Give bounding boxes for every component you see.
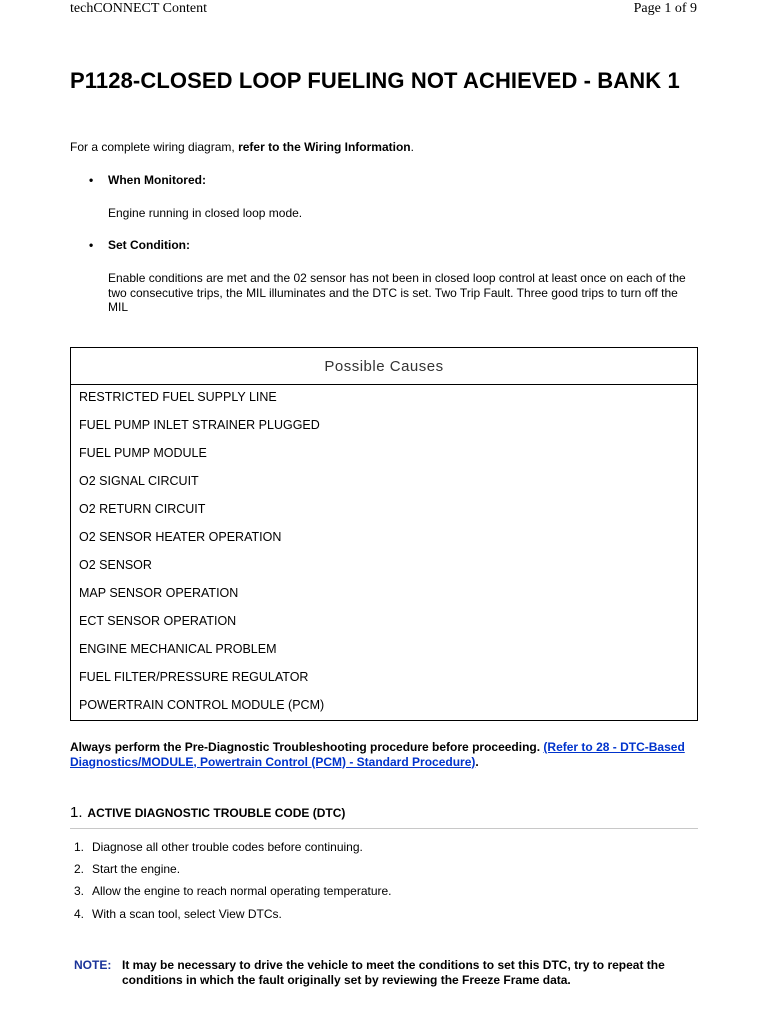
cause-row: MAP SENSOR OPERATION [79,586,239,600]
intro-suffix: . [410,140,414,154]
possible-causes-heading: Possible Causes [71,348,697,385]
cause-row: ENGINE MECHANICAL PROBLEM [79,642,277,656]
bullet-label: When Monitored: [108,173,206,187]
cause-row: ECT SENSOR OPERATION [79,614,237,628]
possible-causes-table [70,347,698,721]
step-heading [70,804,345,821]
step-title: ACTIVE DIAGNOSTIC TROUBLE CODE (DTC) [87,806,346,820]
bullet-set-condition [92,238,190,252]
page-title: P1128-CLOSED LOOP FUELING NOT ACHIEVED - BANK 1 [70,68,680,93]
bullet-when-monitored [92,173,206,187]
list-text: Diagnose all other trouble codes before continuing. [92,840,363,854]
note-text: It may be necessary to drive the vehicle to meet the conditions to set this DTC, try to repeat the conditions in which the fault originally set by reviewing the Freeze Frame data. [122,958,665,987]
note-label: NOTE: [74,958,112,972]
list-item [74,907,282,921]
list-text: Allow the engine to reach normal operating temperature. [92,884,392,898]
cause-row: FUEL FILTER/PRESSURE REGULATOR [79,670,309,684]
list-text: With a scan tool, select View DTCs. [92,907,282,921]
list-item [74,862,180,876]
standard-procedure-link[interactable]: (Refer to 28 - DTC-Based Diagnostics/MODULE, Powertrain Control (PCM) - Standard Procedure) [70,740,685,769]
page-number: Page 1 of 9 [633,1,697,16]
bullet-text-when-monitored: Engine running in closed loop mode. [108,206,303,220]
cause-row: FUEL PUMP MODULE [79,446,207,460]
cause-row: O2 SIGNAL CIRCUIT [79,474,199,488]
intro-text [70,140,414,154]
cause-row: RESTRICTED FUEL SUPPLY LINE [79,390,277,404]
list-item [74,840,363,854]
bullet-label: Set Condition: [108,238,190,252]
bullet-text-set-condition: Enable conditions are met and the 02 sensor has not been in closed loop control at least once on each of the two consecutive trips, the MIL illuminates and the DTC is set. Two Trip Fault. Three good trips to turn off the MIL [108,271,686,314]
header-source: techCONNECT Content [70,1,208,16]
cause-row: FUEL PUMP INLET STRAINER PLUGGED [79,418,320,432]
list-number: 1. [74,840,85,854]
always-text: Always perform the Pre-Diagnostic Troubleshooting procedure before proceeding. [70,740,544,754]
list-number: 4. [74,907,85,921]
wiring-info-link[interactable]: refer to the Wiring Information [238,140,411,154]
step-number: 1. [70,804,83,821]
cause-row: O2 RETURN CIRCUIT [79,502,206,516]
intro-prefix: For a complete wiring diagram, [70,140,239,154]
list-item [74,884,392,898]
list-number: 3. [74,884,85,898]
list-number: 2. [74,862,85,876]
cause-row: O2 SENSOR [79,558,152,572]
list-text: Start the engine. [92,862,181,876]
cause-row: O2 SENSOR HEATER OPERATION [79,530,282,544]
section-divider [70,828,698,829]
pre-diagnostic-instruction [70,740,700,769]
always-suffix: . [475,754,479,769]
cause-row: POWERTRAIN CONTROL MODULE (PCM) [79,698,325,712]
